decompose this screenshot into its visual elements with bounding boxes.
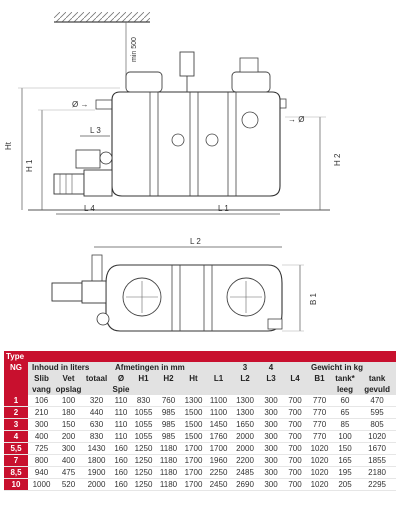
table-cell: 770 <box>307 431 332 443</box>
table-cell: 520 <box>55 479 82 491</box>
column-header: Ht <box>181 373 206 384</box>
table-row <box>4 395 396 407</box>
ng-cell: 4 <box>4 431 28 443</box>
ceiling-hatch <box>54 12 150 22</box>
table-cell: 1100 <box>206 407 231 419</box>
table-cell: 2200 <box>231 455 259 467</box>
table-row <box>4 407 396 419</box>
column-marker-4: 4 <box>259 362 283 373</box>
table-cell: 475 <box>55 467 82 479</box>
table-cell: 1700 <box>206 443 231 455</box>
table-cell: 200 <box>55 431 82 443</box>
table-cell: 110 <box>111 431 131 443</box>
table-cell: 630 <box>82 419 111 431</box>
table-row <box>4 455 396 467</box>
column-header-row-1 <box>4 373 396 384</box>
table-cell: 985 <box>156 419 181 431</box>
table-body <box>4 395 396 491</box>
l3-label: L 3 <box>90 126 101 135</box>
table-cell: 210 <box>28 407 55 419</box>
table-cell: 1020 <box>307 455 332 467</box>
outlet-label: → Ø <box>288 115 305 124</box>
column-header: totaal <box>82 373 111 384</box>
table-cell: 1100 <box>206 395 231 407</box>
column-header: leeg <box>332 384 358 395</box>
pump-housing <box>84 170 112 196</box>
column-header: L2 <box>231 373 259 384</box>
table-cell: 700 <box>283 395 307 407</box>
table-cell: 830 <box>131 395 156 407</box>
table-cell: 2690 <box>231 479 259 491</box>
table-cell: 60 <box>332 395 358 407</box>
column-header: Vet <box>55 373 82 384</box>
table-cell: 300 <box>259 479 283 491</box>
column-header <box>259 384 283 395</box>
table-cell: 1700 <box>181 467 206 479</box>
table-cell: 320 <box>82 395 111 407</box>
l1-label: L 1 <box>218 204 229 213</box>
table-cell: 300 <box>259 407 283 419</box>
table-cell: 205 <box>332 479 358 491</box>
column-header <box>82 384 111 395</box>
b1-label: B 1 <box>309 292 318 305</box>
spec-table <box>4 351 396 491</box>
column-header: L3 <box>259 373 283 384</box>
table-cell: 1300 <box>181 395 206 407</box>
column-header: gevuld <box>358 384 396 395</box>
table-cell: 300 <box>259 431 283 443</box>
valve-wheel <box>100 152 112 164</box>
table-cell: 1700 <box>181 455 206 467</box>
access-dome <box>126 72 162 92</box>
min-500-label: min 500 <box>131 37 138 62</box>
table-cell: 195 <box>332 467 358 479</box>
column-header: opslag <box>55 385 82 394</box>
table-cell: 1020 <box>307 443 332 455</box>
table-cell: 150 <box>55 419 82 431</box>
table-cell: 300 <box>259 455 283 467</box>
column-marker-3: 3 <box>231 362 259 373</box>
table-cell: 2450 <box>206 479 231 491</box>
table-cell: 100 <box>332 431 358 443</box>
table-cell: 1180 <box>156 467 181 479</box>
table-cell: 1670 <box>358 443 396 455</box>
table-cell: 2000 <box>82 479 111 491</box>
column-header: L4 <box>283 373 307 384</box>
table-cell: 1250 <box>131 467 156 479</box>
table-cell: 770 <box>307 419 332 431</box>
table-cell: 180 <box>55 407 82 419</box>
table-cell: 1430 <box>82 443 111 455</box>
column-header <box>156 384 181 395</box>
ng-cell: 3 <box>4 419 28 431</box>
table-cell: 1000 <box>28 479 55 491</box>
top-valve-wheel <box>97 313 109 325</box>
table-cell: 160 <box>111 455 131 467</box>
table-cell: 1855 <box>358 455 396 467</box>
top-outlet-pipe <box>268 319 282 329</box>
table-cell: 1300 <box>231 395 259 407</box>
table-cell: 100 <box>55 395 82 407</box>
table-cell: 1500 <box>181 419 206 431</box>
table-row <box>4 419 396 431</box>
table-cell: 725 <box>28 443 55 455</box>
table-cell: 165 <box>332 455 358 467</box>
table-cell: 1900 <box>82 467 111 479</box>
ng-cell: 8,5 <box>4 467 28 479</box>
column-header: vang <box>28 384 55 395</box>
table-cell: 300 <box>259 395 283 407</box>
table-cell: 1020 <box>307 479 332 491</box>
table-cell: 700 <box>283 443 307 455</box>
table-cell: 110 <box>111 419 131 431</box>
h2-label: H 2 <box>333 153 342 166</box>
gewicht-group-header: Gewicht in kg <box>307 362 396 373</box>
table-cell: 440 <box>82 407 111 419</box>
vent-cap <box>240 58 258 72</box>
column-header: tank* <box>332 373 358 384</box>
table-cell: 470 <box>358 395 396 407</box>
table-cell: 700 <box>283 431 307 443</box>
table-cell: 1180 <box>156 455 181 467</box>
table-cell: 700 <box>283 479 307 491</box>
column-header: Spie <box>112 385 130 394</box>
table-row <box>4 443 396 455</box>
table-group-header-row <box>4 362 396 373</box>
table-cell: 300 <box>259 467 283 479</box>
table-cell: 1180 <box>156 479 181 491</box>
table-cell: 985 <box>156 431 181 443</box>
ng-cell: 5,5 <box>4 443 28 455</box>
table-cell: 1055 <box>131 419 156 431</box>
table-cell: 1500 <box>181 407 206 419</box>
pump-motor <box>54 174 84 194</box>
table-cell: 1250 <box>131 455 156 467</box>
table-row <box>4 479 396 491</box>
table-cell: 2295 <box>358 479 396 491</box>
h1-label: H 1 <box>25 159 34 172</box>
table-cell: 985 <box>156 407 181 419</box>
ng-cell: 1 <box>4 395 28 407</box>
table-cell: 1055 <box>131 431 156 443</box>
column-header: Ø <box>111 373 131 384</box>
table-header-row <box>4 351 396 362</box>
table-cell: 400 <box>55 455 82 467</box>
table-cell: 2485 <box>231 467 259 479</box>
column-header: tank <box>358 373 396 384</box>
access-dome <box>232 72 270 92</box>
table-row <box>4 431 396 443</box>
table-cell: 1020 <box>307 467 332 479</box>
ng-header: NG <box>4 362 28 373</box>
table-cell: 830 <box>82 431 111 443</box>
table-cell: 300 <box>28 419 55 431</box>
table-cell: 1700 <box>181 479 206 491</box>
inspection-port <box>172 134 184 146</box>
inspection-port <box>242 112 258 128</box>
column-header <box>206 384 231 395</box>
inspection-port <box>206 134 218 146</box>
table-cell: 770 <box>307 395 332 407</box>
top-view-drawing <box>0 235 400 350</box>
table-cell: 805 <box>358 419 396 431</box>
column-header: B1 <box>307 373 332 384</box>
table-cell: 1250 <box>131 443 156 455</box>
ht-label: Ht <box>4 142 13 150</box>
table-cell: 595 <box>358 407 396 419</box>
table-cell: 1055 <box>131 407 156 419</box>
table-cell: 1450 <box>206 419 231 431</box>
column-header-row-2 <box>4 384 396 395</box>
table-cell: 65 <box>332 407 358 419</box>
table-cell: 940 <box>28 467 55 479</box>
ng-header-spacer <box>4 373 28 384</box>
table-cell: 770 <box>307 407 332 419</box>
table-cell: 1760 <box>206 431 231 443</box>
column-header <box>131 384 156 395</box>
table-cell: 110 <box>111 395 131 407</box>
table-cell: 150 <box>332 443 358 455</box>
type-label: Type <box>4 351 396 362</box>
table-cell: 1250 <box>131 479 156 491</box>
column-header: H1 <box>131 373 156 384</box>
table-cell: 700 <box>283 467 307 479</box>
table-cell: 2000 <box>231 443 259 455</box>
table-cell: 700 <box>283 455 307 467</box>
table-cell: 400 <box>28 431 55 443</box>
column-header: H2 <box>156 373 181 384</box>
inhoud-group-header: Inhoud in liters <box>28 362 111 373</box>
control-box <box>180 52 194 76</box>
table-cell: 160 <box>111 443 131 455</box>
top-pump-housing <box>82 281 106 303</box>
table-cell: 1650 <box>231 419 259 431</box>
table-cell: 1300 <box>231 407 259 419</box>
table-cell: 1500 <box>181 431 206 443</box>
table-cell: 2000 <box>231 431 259 443</box>
l4-label: L 4 <box>84 204 95 213</box>
table-cell: 300 <box>259 419 283 431</box>
column-header <box>283 384 307 395</box>
table-cell: 300 <box>55 443 82 455</box>
ng-cell: 10 <box>4 479 28 491</box>
column-header <box>231 384 259 395</box>
afmetingen-group-header: Afmetingen in mm <box>111 362 231 373</box>
ng-cell: 7 <box>4 455 28 467</box>
table-cell: 1020 <box>358 431 396 443</box>
top-pump-motor <box>52 283 82 301</box>
table-cell: 760 <box>156 395 181 407</box>
table-cell: 1960 <box>206 455 231 467</box>
table-row <box>4 467 396 479</box>
ng-cell: 2 <box>4 407 28 419</box>
side-view-drawing <box>0 0 400 235</box>
tank-body <box>112 92 280 196</box>
column-header <box>307 384 332 395</box>
top-inlet-pipe <box>92 255 102 285</box>
table-cell: 160 <box>111 467 131 479</box>
table-cell: 106 <box>28 395 55 407</box>
table-cell: 110 <box>111 407 131 419</box>
table-cell: 85 <box>332 419 358 431</box>
table-cell: 700 <box>283 419 307 431</box>
inlet-label: Ø → <box>72 100 89 109</box>
table-cell: 700 <box>283 407 307 419</box>
table-cell: 2180 <box>358 467 396 479</box>
column-header <box>181 384 206 395</box>
pump-valve <box>76 150 100 168</box>
table-cell: 1180 <box>156 443 181 455</box>
column-header: Slib <box>28 373 55 384</box>
table-cell: 160 <box>111 479 131 491</box>
table-cell: 2250 <box>206 467 231 479</box>
l2-label: L 2 <box>190 237 201 246</box>
table-cell: 1700 <box>181 443 206 455</box>
table-cell: 300 <box>259 443 283 455</box>
table-cell: 1800 <box>82 455 111 467</box>
table-cell: 800 <box>28 455 55 467</box>
ng-header-spacer <box>4 384 28 395</box>
column-header: L1 <box>206 373 231 384</box>
